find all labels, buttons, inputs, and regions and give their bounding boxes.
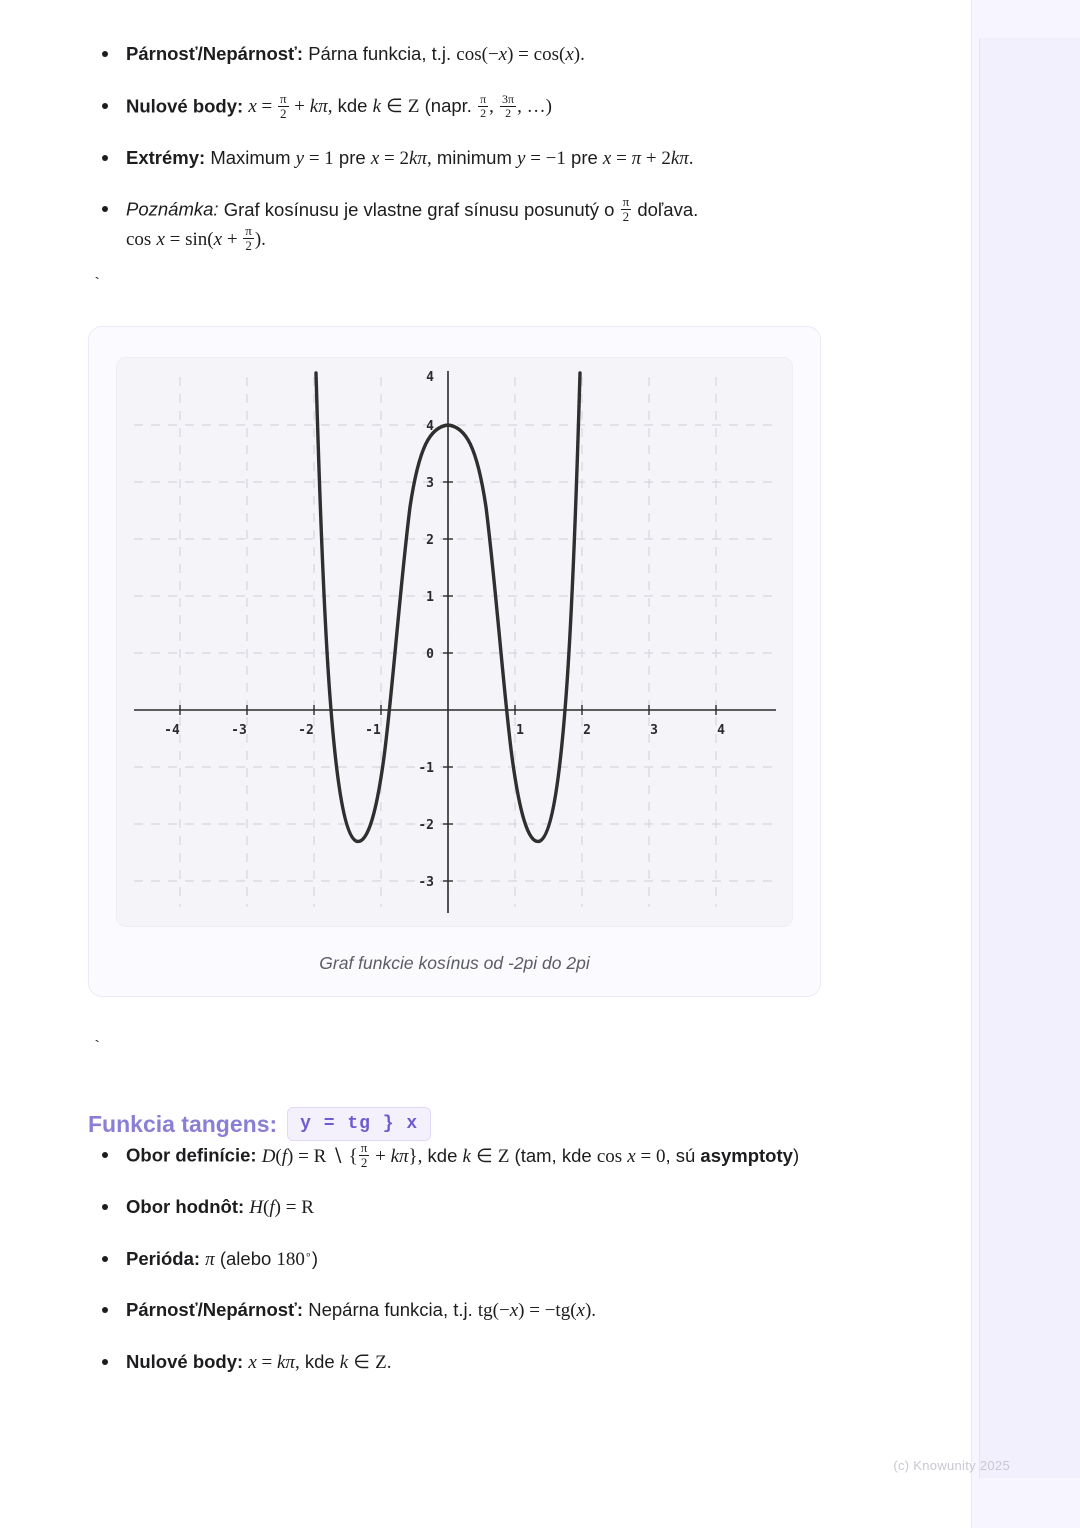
svg-text:4: 4 <box>717 723 725 739</box>
document-content <box>88 40 878 1399</box>
bullet-label-nulove-body-tg: Nulové body: <box>126 1350 244 1372</box>
svg-text:-3: -3 <box>231 723 247 739</box>
bullet-text-nulove-body-tg: x = kπ, kde k ∈ Z. <box>248 1350 392 1373</box>
list-item-obor-hodnot <box>88 1193 878 1223</box>
bullet-text-extremy: Maximum y = 1 pre x = 2kπ, minimum y = −1 pre x = π + 2kπ. <box>210 146 694 169</box>
bullet-label-parnost: Párnosť/Nepárnosť: <box>126 43 304 64</box>
bullet-text-poznamka: Graf kosínusu je vlastne graf sínusu posunutý o $\frac{\pi}{2}$ doľava. cos x = sin(x + $\frac{\pi}{2}$ ). <box>126 194 699 254</box>
list-item-extremy <box>88 144 878 174</box>
svg-text:-1: -1 <box>365 723 381 739</box>
svg-text:1: 1 <box>516 723 524 739</box>
svg-text:-3: -3 <box>418 875 434 891</box>
bullet-label-poznamka: Poznámka: <box>126 198 219 220</box>
bullet-label-extremy: Extrémy: <box>126 146 206 168</box>
list-item-poznamka <box>88 195 878 254</box>
bullet-text-obor-hodnot: H(f) = R <box>249 1197 314 1219</box>
svg-text:2: 2 <box>426 533 434 549</box>
section-title-tangens: Funkcia tangens: <box>88 1110 278 1137</box>
bullet-label-obor-hodnot: Obor hodnôt: <box>126 1196 245 1218</box>
svg-text:2: 2 <box>583 723 591 739</box>
watermark: (c) Knowunity 2025 <box>893 1458 1010 1473</box>
list-item-nulove-body-tg <box>88 1348 878 1378</box>
cosine-properties-list <box>88 40 878 254</box>
svg-text:1: 1 <box>426 590 434 606</box>
svg-text:4: 4 <box>426 370 434 386</box>
list-item-perioda <box>88 1245 878 1275</box>
section-code-chip-tangens: y = tg } x <box>287 1107 431 1141</box>
tangens-properties-list <box>88 1141 878 1377</box>
bullet-label-nulove-body: Nulové body: <box>126 95 244 117</box>
bullet-label-obor-definicie: Obor definície: <box>126 1144 257 1166</box>
list-item-parnost-tg <box>88 1296 878 1326</box>
list-item-obor-definicie <box>88 1141 878 1171</box>
cosine-plot-svg <box>116 357 793 927</box>
page-right-margin-panel <box>971 0 1080 1528</box>
bullet-text-parnost-tg: Nepárna funkcia, t.j. tg(−x) = −tg(x). <box>308 1299 597 1322</box>
svg-text:-4: -4 <box>164 723 180 739</box>
svg-text:-2: -2 <box>298 723 314 739</box>
bullet-label-perioda: Perióda: <box>126 1247 201 1269</box>
svg-text:3: 3 <box>650 723 658 739</box>
code-fence-marker-bottom: ` <box>92 1039 103 1059</box>
code-fence-marker-top: ` <box>92 276 103 296</box>
svg-text:0: 0 <box>426 647 434 663</box>
bullet-text-obor-definicie: D(f) = R ∖ { $\frac{\pi}{2}$ + kπ}, kde k ∈ Z (tam, kde cos x = 0, sú asymptoty) <box>261 1140 800 1171</box>
svg-text:-2: -2 <box>418 818 434 834</box>
svg-text:-1: -1 <box>418 761 434 777</box>
figure-card-cosine-graph <box>88 326 821 997</box>
bullet-text-perioda: π (alebo 180∘) <box>205 1247 318 1270</box>
bullet-text-nulove-body: x = $\frac{\pi}{2}$ + kπ, kde k ∈ Z (napr. $\frac{\pi}{2}$ , $\frac{3\pi}{2}$ , …) <box>248 90 552 121</box>
list-item-nulove-body <box>88 92 878 122</box>
section-header-tangens <box>88 1107 878 1141</box>
svg-text:3: 3 <box>426 476 434 492</box>
cosine-plot <box>116 357 793 927</box>
figure-caption: Graf funkcie kosínus od -2pi do 2pi <box>319 953 590 974</box>
bullet-label-parnost-tg: Párnosť/Nepárnosť: <box>126 1299 304 1321</box>
svg-text:4: 4 <box>426 419 434 435</box>
plot-gridlines <box>134 377 776 907</box>
x-tick-labels <box>164 723 725 738</box>
page-right-margin-inner <box>979 38 1080 1478</box>
y-tick-labels <box>418 370 434 890</box>
list-item-parnost <box>88 40 878 70</box>
bullet-text-parnost: Párna funkcia, t.j. cos(−x) = cos(x). <box>308 43 585 65</box>
